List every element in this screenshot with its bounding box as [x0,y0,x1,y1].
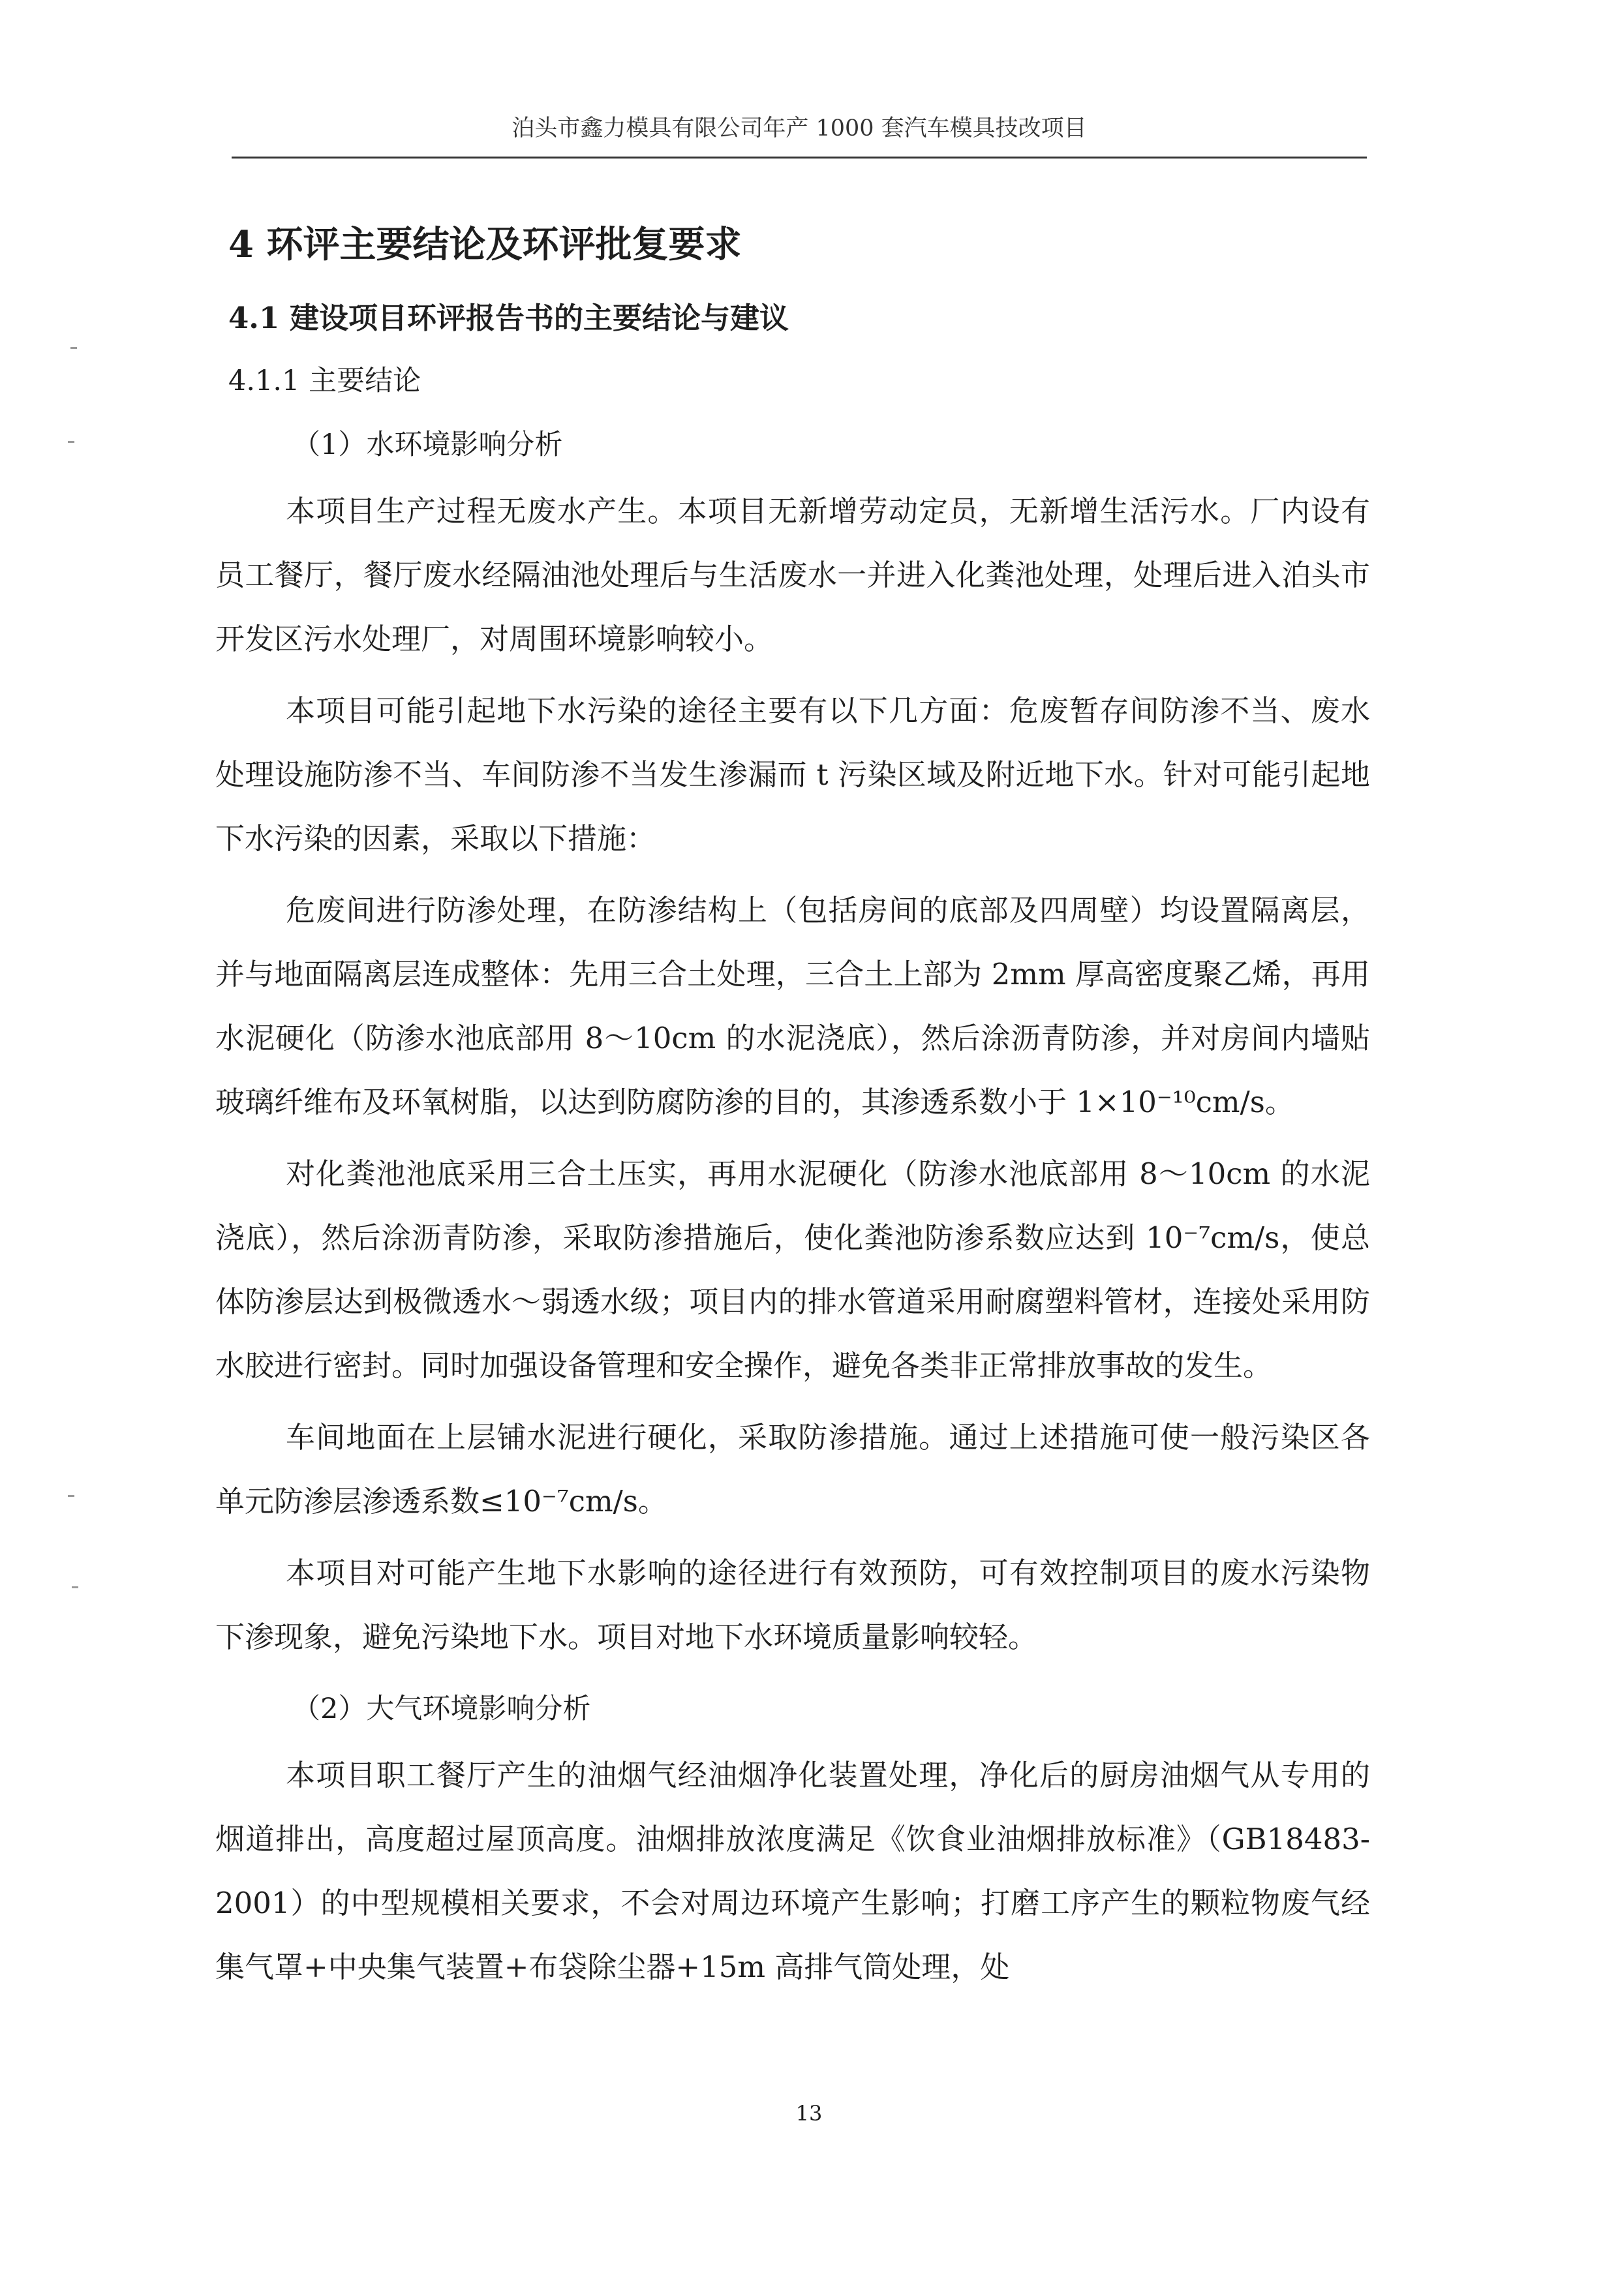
paragraph: 本项目对可能产生地下水影响的途径进行有效预防，可有效控制项目的废水污染物下渗现象，避免污染地下水。项目对地下水环境质量影响较轻。 [215,1556,1370,1654]
paragraph: 本项目职工餐厅产生的油烟气经油烟净化装置处理，净化后的厨房油烟气从专用的烟道排出，高度超过屋顶高度。油烟排放浓度满足《饮食业油烟排放标准》（GB18483-2001）的中型规模相关要求，不会对周边环境产生影响；打磨工序产生的颗粒物废气经集气罩+中央集气装置+布袋除尘器+15m 高排气筒处理，处 [215,1758,1370,1984]
paragraph: 对化粪池池底采用三合土压实，再用水泥硬化（防渗水池底部用 8～10cm 的水泥浇底），然后涂沥青防渗，采取防渗措施后，使化粪池防渗系数应达到 10⁻⁷cm/s，使总体防渗层达到极微透水～弱透水级；项目内的排水管道采用耐腐塑料管材，连接处采用防水胶进行密封。同时加强设备管理和安全操作，避免各类非正常排放事故的发生。 [215,1156,1370,1383]
page-number: 13 [795,2101,823,2126]
subsection-heading: 4.1 建设项目环评报告书的主要结论与建议 [228,301,789,335]
header-rule [232,157,1367,159]
page-content [215,209,1370,2007]
section-heading: 4 环评主要结论及环评批复要求 [228,223,742,266]
scan-mark [68,441,74,443]
scan-mark [70,347,77,349]
scan-mark [68,1495,74,1497]
paragraph: 本项目生产过程无废水产生。本项目无新增劳动定员，无新增生活污水。厂内设有员工餐厅，餐厅废水经隔油池处理后与生活废水一并进入化粪池处理，处理后进入泊头市开发区污水处理厂，对周围环境影响较小。 [215,494,1370,656]
paragraph: 危废间进行防渗处理，在防渗结构上（包括房间的底部及四周壁）均设置隔离层，并与地面隔离层连成整体：先用三合土处理，三合土上部为 2mm 厚高密度聚乙烯，再用水泥硬化（防渗水池底部用 8～10cm 的水泥浇底），然后涂沥青防渗，并对房间内墙贴玻璃纤维布及环氧树脂，以达到防腐防渗的目的，其渗透系数小于 1×10⁻¹⁰cm/s。 [215,893,1370,1119]
paragraph: 本项目可能引起地下水污染的途径主要有以下几方面：危废暂存间防渗不当、废水处理设施防渗不当、车间防渗不当发生渗漏而 t 污染区域及附近地下水。针对可能引起地下水污染的因素，采取以下措施： [215,693,1370,856]
item-heading-air: （2）大气环境影响分析 [292,1693,591,1725]
running-header: 泊头市鑫力模具有限公司年产 1000 套汽车模具技改项目 [511,115,1087,142]
scan-mark [72,1586,78,1588]
subsubsection-heading: 4.1.1 主要结论 [228,365,421,397]
paragraph: 车间地面在上层铺水泥进行硬化，采取防渗措施。通过上述措施可使一般污染区各单元防渗层渗透系数≤10⁻⁷cm/s。 [215,1420,1370,1518]
item-heading-water: （1）水环境影响分析 [292,429,563,461]
